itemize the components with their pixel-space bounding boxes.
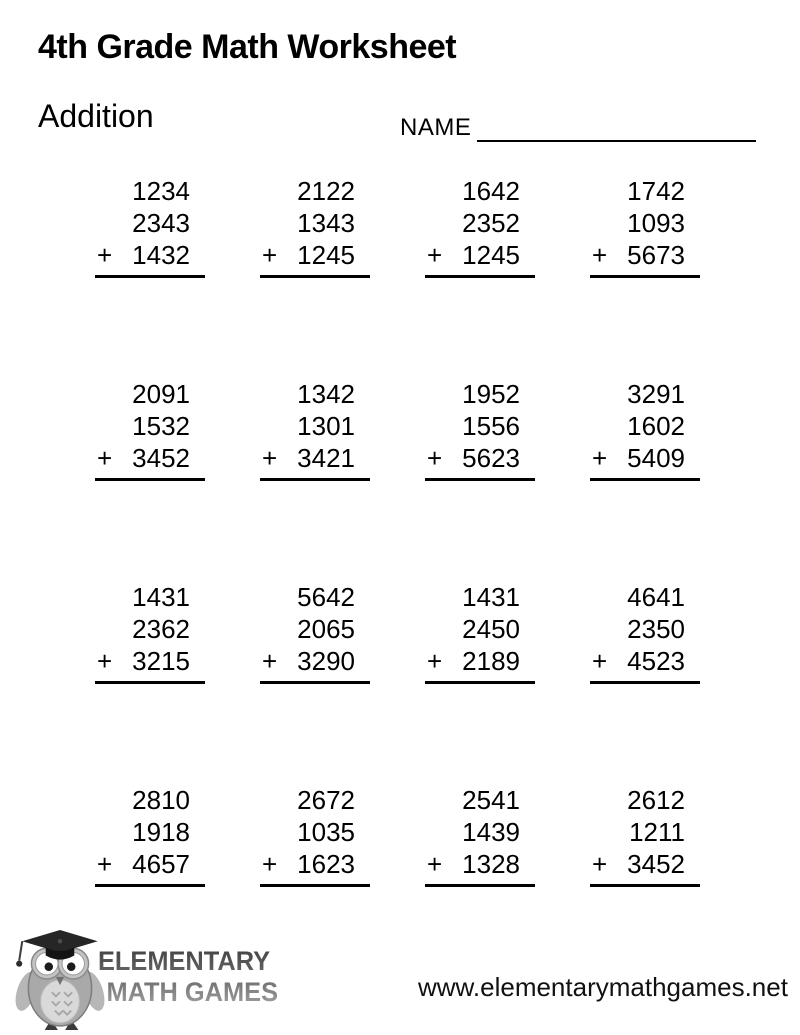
- addend: 1532: [132, 411, 190, 441]
- plus-operator-icon: +: [262, 646, 278, 676]
- addend: 2450: [462, 614, 520, 644]
- addend: 1952: [462, 379, 520, 409]
- addend: 2065: [297, 614, 355, 644]
- plus-operator-icon: +: [262, 240, 278, 270]
- addend: 1556: [462, 411, 520, 441]
- name-blank-line: [477, 112, 756, 142]
- addend: 1918: [132, 817, 190, 847]
- addition-problem-2: [260, 175, 370, 278]
- plus-operator-icon: +: [262, 849, 278, 879]
- problems-grid: [95, 175, 700, 887]
- addend: 2350: [627, 614, 685, 644]
- plus-operator-icon: +: [592, 646, 608, 676]
- addition-problem-1: [95, 175, 205, 278]
- addend: 1245: [462, 240, 520, 270]
- plus-operator-icon: +: [427, 240, 443, 270]
- plus-operator-icon: +: [262, 443, 278, 473]
- addend: 2122: [297, 176, 355, 206]
- addend: 2672: [297, 785, 355, 815]
- logo-line1: ELEMENTARY: [98, 946, 271, 976]
- addend: 1234: [132, 176, 190, 206]
- addition-problem-8: [590, 378, 700, 481]
- addend: 3452: [627, 849, 685, 879]
- addend: 3421: [297, 443, 355, 473]
- addition-problem-3: [425, 175, 535, 278]
- addend: 3215: [132, 646, 190, 676]
- plus-operator-icon: +: [97, 443, 113, 473]
- page-title: 4th Grade Math Worksheet: [38, 28, 457, 66]
- owl-graduation-cap-icon: [14, 930, 106, 1032]
- addend: 1602: [627, 411, 685, 441]
- addition-problem-15: [425, 784, 535, 887]
- addition-problem-6: [260, 378, 370, 481]
- plus-operator-icon: +: [592, 443, 608, 473]
- addend: 2091: [132, 379, 190, 409]
- addend: 1742: [627, 176, 685, 206]
- addend: 1623: [297, 849, 355, 879]
- addend: 2352: [462, 208, 520, 238]
- name-label: NAME: [400, 114, 472, 141]
- addend: 2189: [462, 646, 520, 676]
- plus-operator-icon: +: [97, 646, 113, 676]
- addition-problem-14: [260, 784, 370, 887]
- section-title: Addition: [38, 98, 154, 134]
- addend: 1431: [132, 582, 190, 612]
- addend: 4657: [132, 849, 190, 879]
- addend: 5642: [297, 582, 355, 612]
- addend: 1343: [297, 208, 355, 238]
- addend: 1439: [462, 817, 520, 847]
- plus-operator-icon: +: [97, 849, 113, 879]
- addition-problem-11: [425, 581, 535, 684]
- addend: 1245: [297, 240, 355, 270]
- addition-problem-5: [95, 378, 205, 481]
- logo-wordmark: [98, 946, 278, 1008]
- addend: 2343: [132, 208, 190, 238]
- plus-operator-icon: +: [427, 849, 443, 879]
- plus-operator-icon: +: [97, 240, 113, 270]
- addend: 1093: [627, 208, 685, 238]
- plus-operator-icon: +: [427, 443, 443, 473]
- website-url: www.elementarymathgames.net: [418, 972, 788, 1002]
- addend: 1642: [462, 176, 520, 206]
- logo-line2: MATH GAMES: [106, 977, 279, 1008]
- addend: 1211: [629, 817, 685, 847]
- addend: 5623: [462, 443, 520, 473]
- addend: 4641: [627, 582, 685, 612]
- addition-problem-7: [425, 378, 535, 481]
- plus-operator-icon: +: [592, 849, 608, 879]
- plus-operator-icon: +: [427, 646, 443, 676]
- addend: 2541: [462, 785, 520, 815]
- addend: 1432: [132, 240, 190, 270]
- addition-problem-16: [590, 784, 700, 887]
- plus-operator-icon: +: [592, 240, 608, 270]
- addend: 5673: [627, 240, 685, 270]
- name-field: [400, 110, 756, 142]
- addend: 2612: [627, 785, 685, 815]
- addend: 2362: [132, 614, 190, 644]
- addend: 1342: [297, 379, 355, 409]
- addition-problem-9: [95, 581, 205, 684]
- addition-problem-10: [260, 581, 370, 684]
- addend: 2810: [132, 785, 190, 815]
- addend: 3291: [627, 379, 685, 409]
- addition-problem-4: [590, 175, 700, 278]
- addition-problem-12: [590, 581, 700, 684]
- addend: 5409: [627, 443, 685, 473]
- addend: 4523: [627, 646, 685, 676]
- addend: 1035: [297, 817, 355, 847]
- addend: 1328: [462, 849, 520, 879]
- addend: 3452: [132, 443, 190, 473]
- addend: 1301: [297, 411, 355, 441]
- addend: 1431: [462, 582, 520, 612]
- addition-problem-13: [95, 784, 205, 887]
- addend: 3290: [297, 646, 355, 676]
